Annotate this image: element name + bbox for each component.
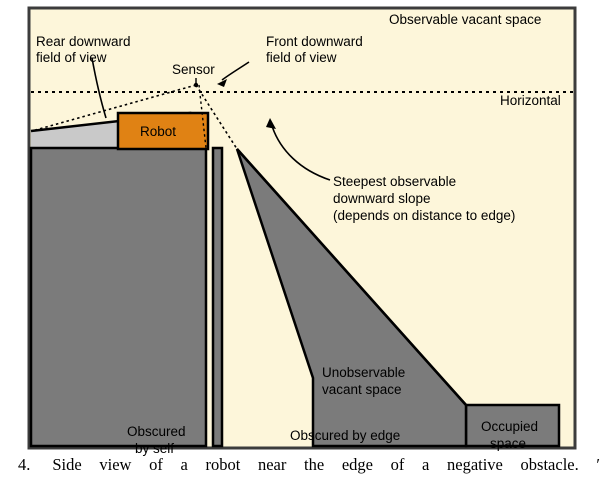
figure-caption xyxy=(0,455,604,475)
obscured-by-self-sliver xyxy=(213,148,222,446)
obscured-by-self-region xyxy=(31,148,206,446)
caption-text: Side view of a robot near the edge of a negative obstacle. ʹ xyxy=(52,455,600,474)
caption-number: 4. xyxy=(18,455,31,474)
label-unobservable-line2: vacant space xyxy=(322,382,402,397)
label-unobservable-line1: Unobservable xyxy=(322,365,406,380)
label-steepest-line3: (depends on distance to edge) xyxy=(333,208,516,223)
label-obscured-by-edge: Obscured by edge xyxy=(290,428,401,443)
label-obscured-by-self-line1: Obscured xyxy=(127,424,186,439)
label-horizontal: Horizontal xyxy=(500,93,561,108)
label-front-fov-line1: Front downward xyxy=(266,34,363,49)
label-rear-fov-line2: field of view xyxy=(36,50,107,65)
label-sensor: Sensor xyxy=(172,62,215,77)
label-occupied-line2: space xyxy=(490,436,527,451)
label-steepest-line1: Steepest observable xyxy=(333,174,457,189)
label-occupied-line1: Occupied xyxy=(481,419,539,434)
label-obscured-by-self-line2: by self xyxy=(135,441,175,456)
label-robot: Robot xyxy=(140,124,177,139)
label-rear-fov-line1: Rear downward xyxy=(36,34,131,49)
label-observable-vacant-space: Observable vacant space xyxy=(389,12,542,27)
label-front-fov-line2: field of view xyxy=(266,50,337,65)
label-steepest-line2: downward slope xyxy=(333,191,431,206)
